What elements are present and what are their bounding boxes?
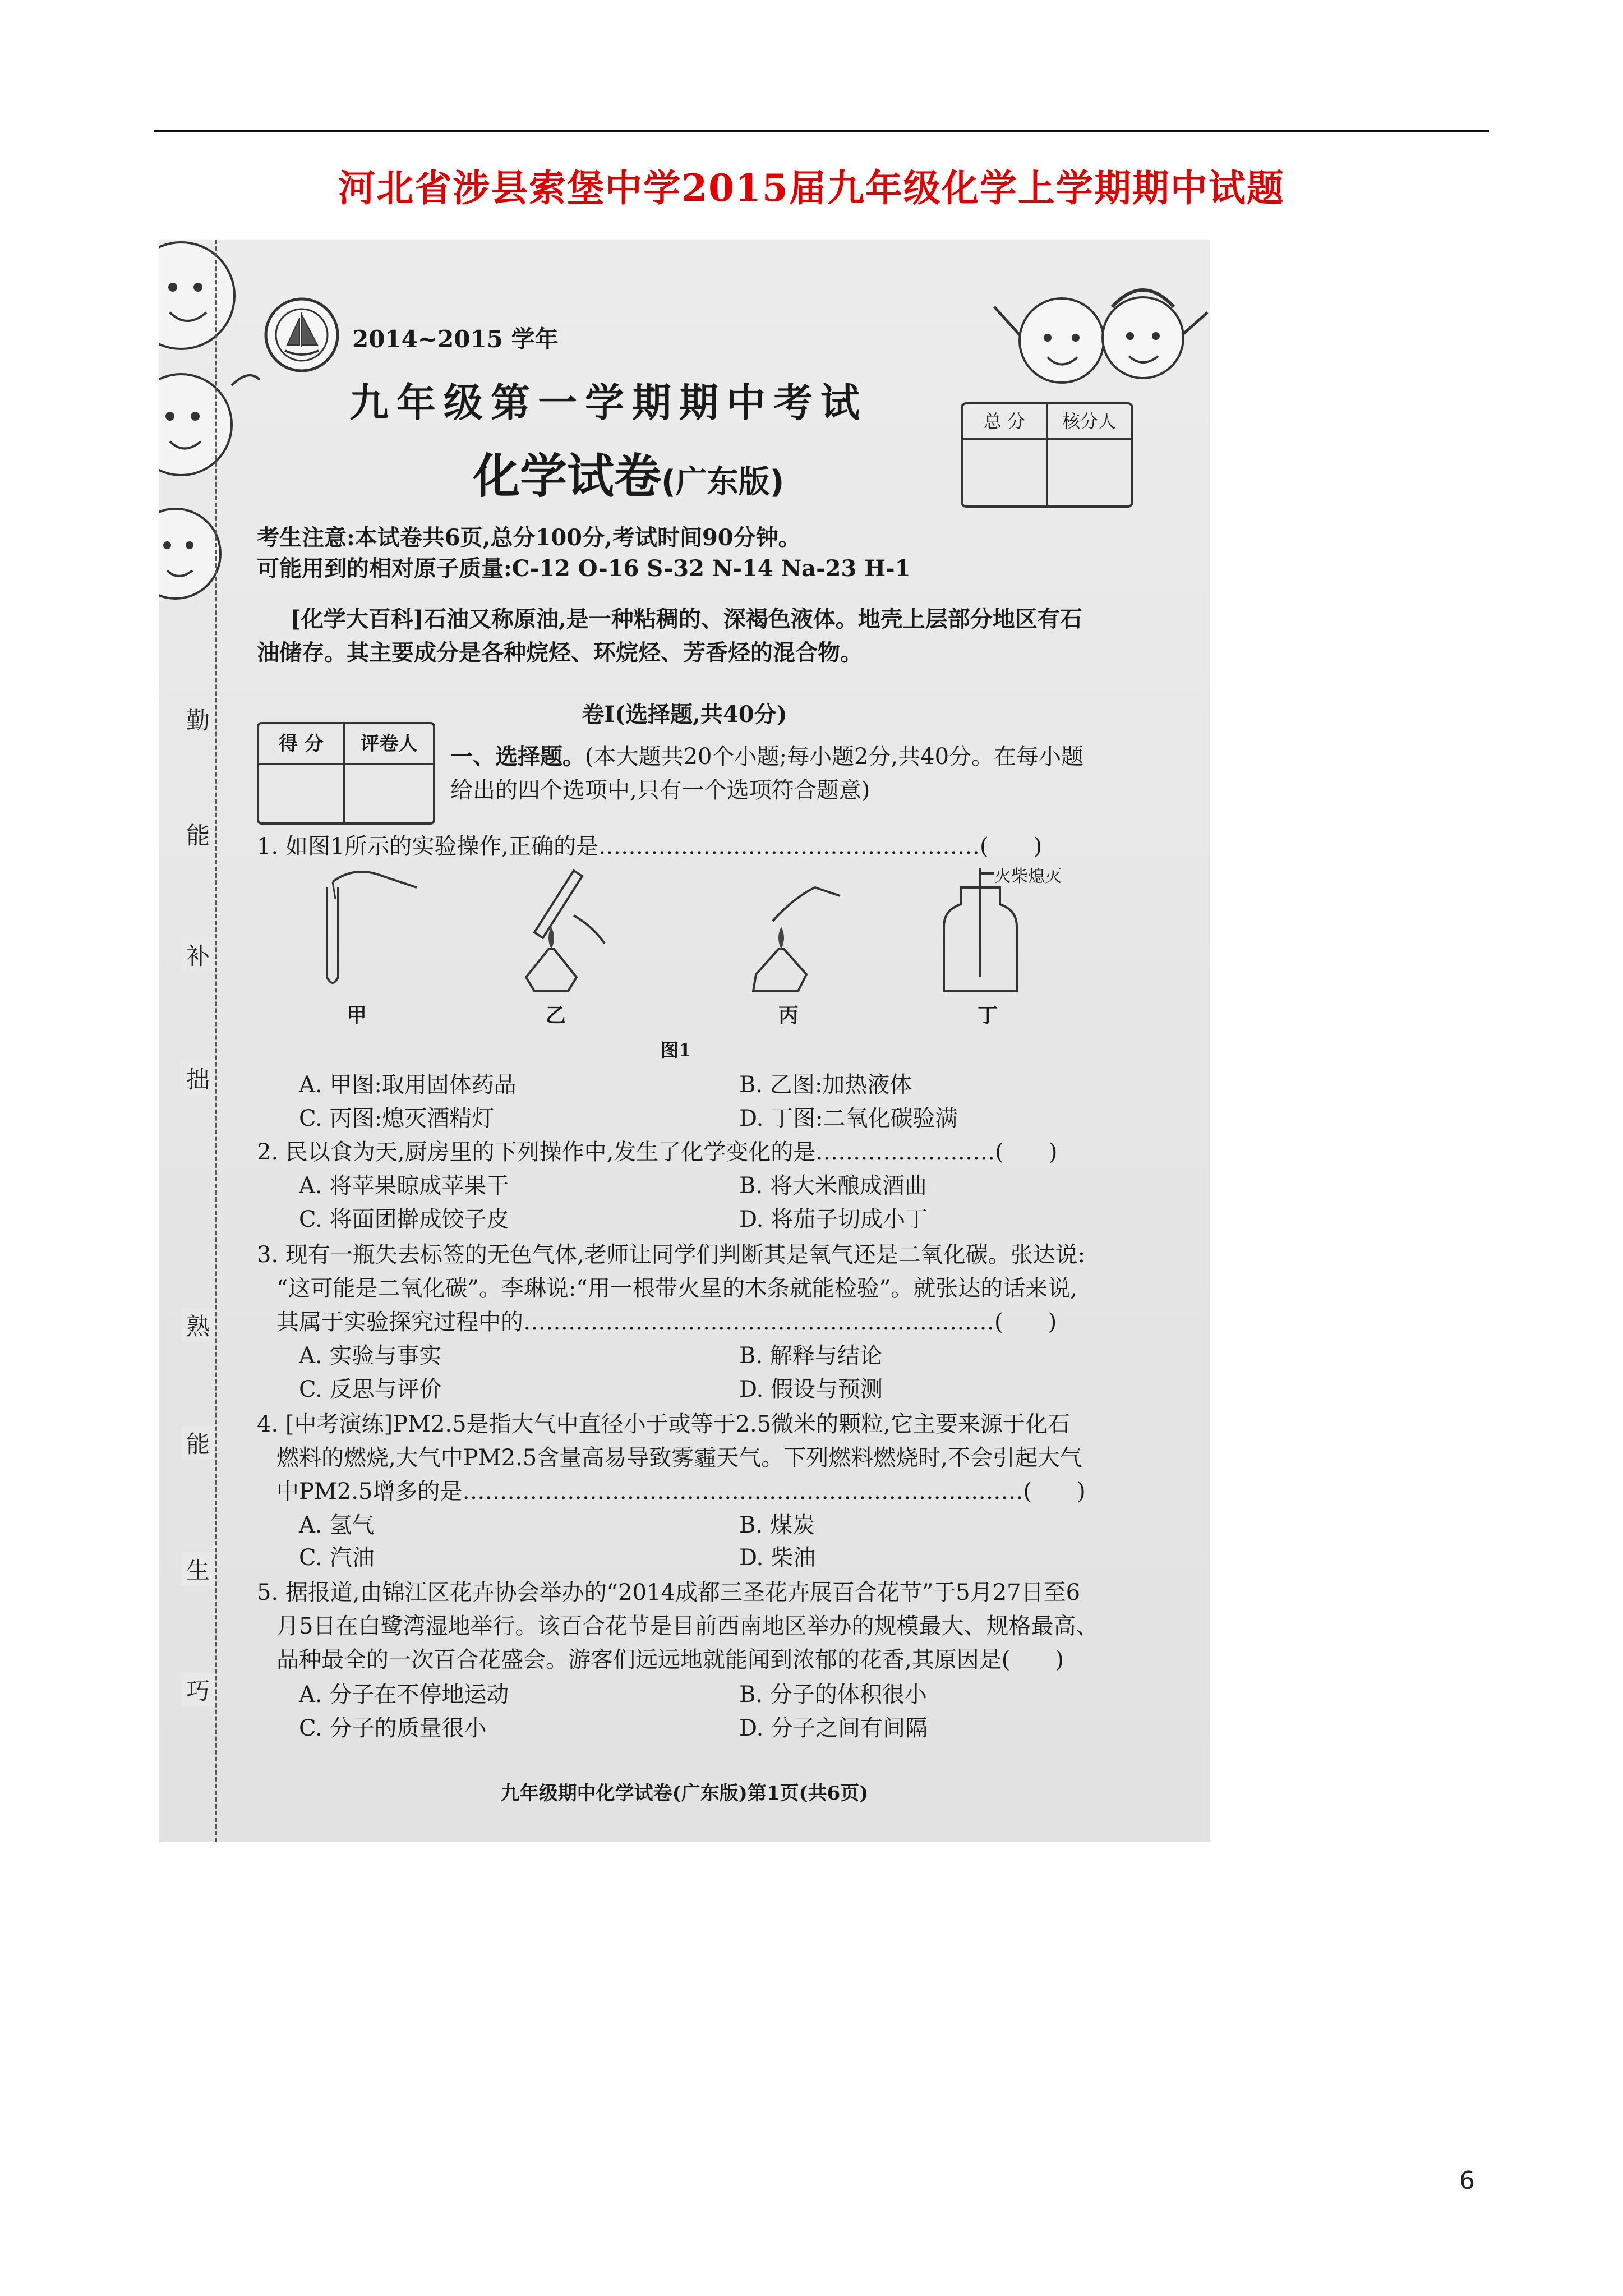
exam-page-footer: 九年级期中化学试卷(广东版)第1页(共6页) — [500, 1782, 869, 1805]
exam-heading: 九年级第一学期期中考试 — [349, 380, 868, 426]
document-title: 河北省涉县索堡中学2015届九年级化学上学期期中试题 — [338, 166, 1285, 210]
answer-option: C. 分子的质量很小 — [299, 1715, 487, 1741]
answer-option: A. 分子在不停地运动 — [299, 1682, 509, 1708]
question-stem: 其属于实验探究过程中的………………………………………………………( ) — [276, 1309, 1057, 1335]
encyclopedia-text: [化学大百科]石油又称原油,是一种粘稠的、深褐色液体。地壳上层部分地区有石 — [291, 606, 1082, 632]
edition-label: (广东版) — [661, 464, 785, 500]
school-logo-icon — [262, 296, 341, 374]
part-intro-text: (本大题共20个小题;每小题2分,共40分。在每小题 — [585, 744, 1084, 770]
figure-heating-liquid — [495, 865, 607, 994]
figure-alcohol-lamp — [731, 865, 843, 994]
side-motto-char: 拙 — [181, 1061, 215, 1095]
side-motto-char: 能 — [181, 817, 215, 851]
part-intro — [450, 739, 1083, 771]
cartoon-kids-left-illustration — [159, 240, 265, 643]
part-intro-text: 给出的四个选项中,只有一个选项符合题意) — [450, 777, 870, 803]
side-motto-char: 巧 — [181, 1673, 215, 1706]
figure-note: 火柴熄灭 — [994, 867, 1062, 886]
exam-subject-heading — [473, 439, 784, 507]
figure-label: 乙 — [546, 1004, 566, 1027]
answer-option: D. 丁图:二氧化碳验满 — [739, 1106, 958, 1131]
side-motto-char: 生 — [181, 1552, 215, 1586]
question-stem: 3. 现有一瓶失去标签的无色气体,老师让同学们判断其是氧气还是二氧化碳。张达说: — [257, 1242, 1086, 1268]
grade-box — [257, 722, 435, 825]
side-motto-char: 熟 — [181, 1308, 215, 1342]
top-rule — [154, 130, 1489, 132]
school-year-label: 2014~2015 学年 — [352, 325, 559, 353]
answer-option: A. 甲图:取用固体药品 — [299, 1072, 517, 1098]
answer-option: D. 将茄子切成小丁 — [739, 1207, 928, 1232]
answer-option: C. 汽油 — [299, 1545, 375, 1571]
question-stem: 5. 据报道,由锦江区花卉协会举办的“2014成都三圣花卉展百合花节”于5月27日至6 — [257, 1580, 1081, 1605]
answer-option: D. 假设与预测 — [739, 1377, 883, 1402]
grader-label: 核分人 — [1047, 404, 1131, 440]
side-motto-char: 补 — [181, 938, 215, 972]
page-number: 6 — [1459, 2166, 1475, 2195]
question-stem: “这可能是二氧化碳”。李琳说:“用一根带火星的木条就能检验”。就张达的话来说, — [276, 1276, 1077, 1301]
answer-option: A. 实验与事实 — [299, 1343, 442, 1369]
answer-option: B. 将大米酿成酒曲 — [739, 1173, 927, 1199]
question-stem: 品种最全的一次百合花盛会。游客们远远地就能闻到浓郁的花香,其原因是( ) — [276, 1647, 1064, 1673]
question-stem: 燃料的燃烧,大气中PM2.5含量高易导致雾霾天气。下列燃料燃烧时,不会引起大气 — [276, 1445, 1082, 1471]
question-stem: 月5日在白鹭湾湿地举行。该百合花节是目前西南地区举办的规模最大、规格最高、 — [276, 1613, 1099, 1639]
answer-option: D. 分子之间有间隔 — [739, 1715, 928, 1741]
figure-caption: 图1 — [661, 1039, 691, 1061]
answer-option: B. 煤炭 — [739, 1512, 815, 1538]
question-stem: 1. 如图1所示的实验操作,正确的是……………………………………………( ) — [257, 834, 1043, 859]
figure-label: 丁 — [978, 1004, 998, 1027]
encyclopedia-text: 油储存。其主要成分是各种烷烃、环烷烃、芳香烃的混合物。 — [257, 639, 863, 666]
side-motto-char: 勤 — [181, 702, 215, 736]
answer-option: A. 氢气 — [299, 1512, 375, 1538]
question-stem: 2. 民以食为天,厨房里的下列操作中,发生了化学变化的是……………………( ) — [257, 1139, 1058, 1165]
figure-test-tube-solid — [310, 865, 422, 994]
figure-label: 甲 — [347, 1004, 367, 1027]
answer-option: C. 反思与评价 — [299, 1377, 442, 1402]
subject-title: 化学试卷 — [473, 449, 662, 504]
answer-option: B. 分子的体积很小 — [739, 1682, 927, 1708]
answer-option: B. 解释与结论 — [739, 1343, 882, 1369]
atomic-masses: 可能用到的相对原子质量:C-12 O-16 S-32 N-14 Na-23 H-1 — [257, 555, 911, 582]
section-title: 卷Ⅰ(选择题,共40分) — [582, 701, 787, 728]
answer-option: D. 柴油 — [739, 1545, 816, 1571]
answer-option: C. 将面团擀成饺子皮 — [299, 1207, 509, 1232]
answer-option: B. 乙图:加热液体 — [739, 1072, 912, 1098]
question-stem: 中PM2.5增多的是…………………………………………………………………( ) — [276, 1479, 1086, 1504]
grader-label: 评卷人 — [345, 724, 433, 765]
answer-option: A. 将苹果晾成苹果干 — [299, 1173, 509, 1199]
question-stem: 4. [中考演练]PM2.5是指大气中直径小于或等于2.5微米的颗粒,它主要来源于化石 — [257, 1411, 1070, 1437]
scanned-exam-page — [159, 240, 1210, 1842]
part-label: 一、选择题。 — [450, 743, 585, 770]
exam-notice: 考生注意:本试卷共6页,总分100分,考试时间90分钟。 — [257, 524, 801, 551]
figure-label: 丙 — [778, 1004, 799, 1027]
score-label: 得 分 — [259, 724, 345, 765]
binding-margin-line — [215, 240, 217, 1842]
answer-option: C. 丙图:熄灭酒精灯 — [299, 1106, 495, 1131]
side-motto-char: 能 — [181, 1426, 215, 1460]
total-score-label: 总 分 — [963, 404, 1048, 440]
total-score-box — [961, 402, 1133, 508]
